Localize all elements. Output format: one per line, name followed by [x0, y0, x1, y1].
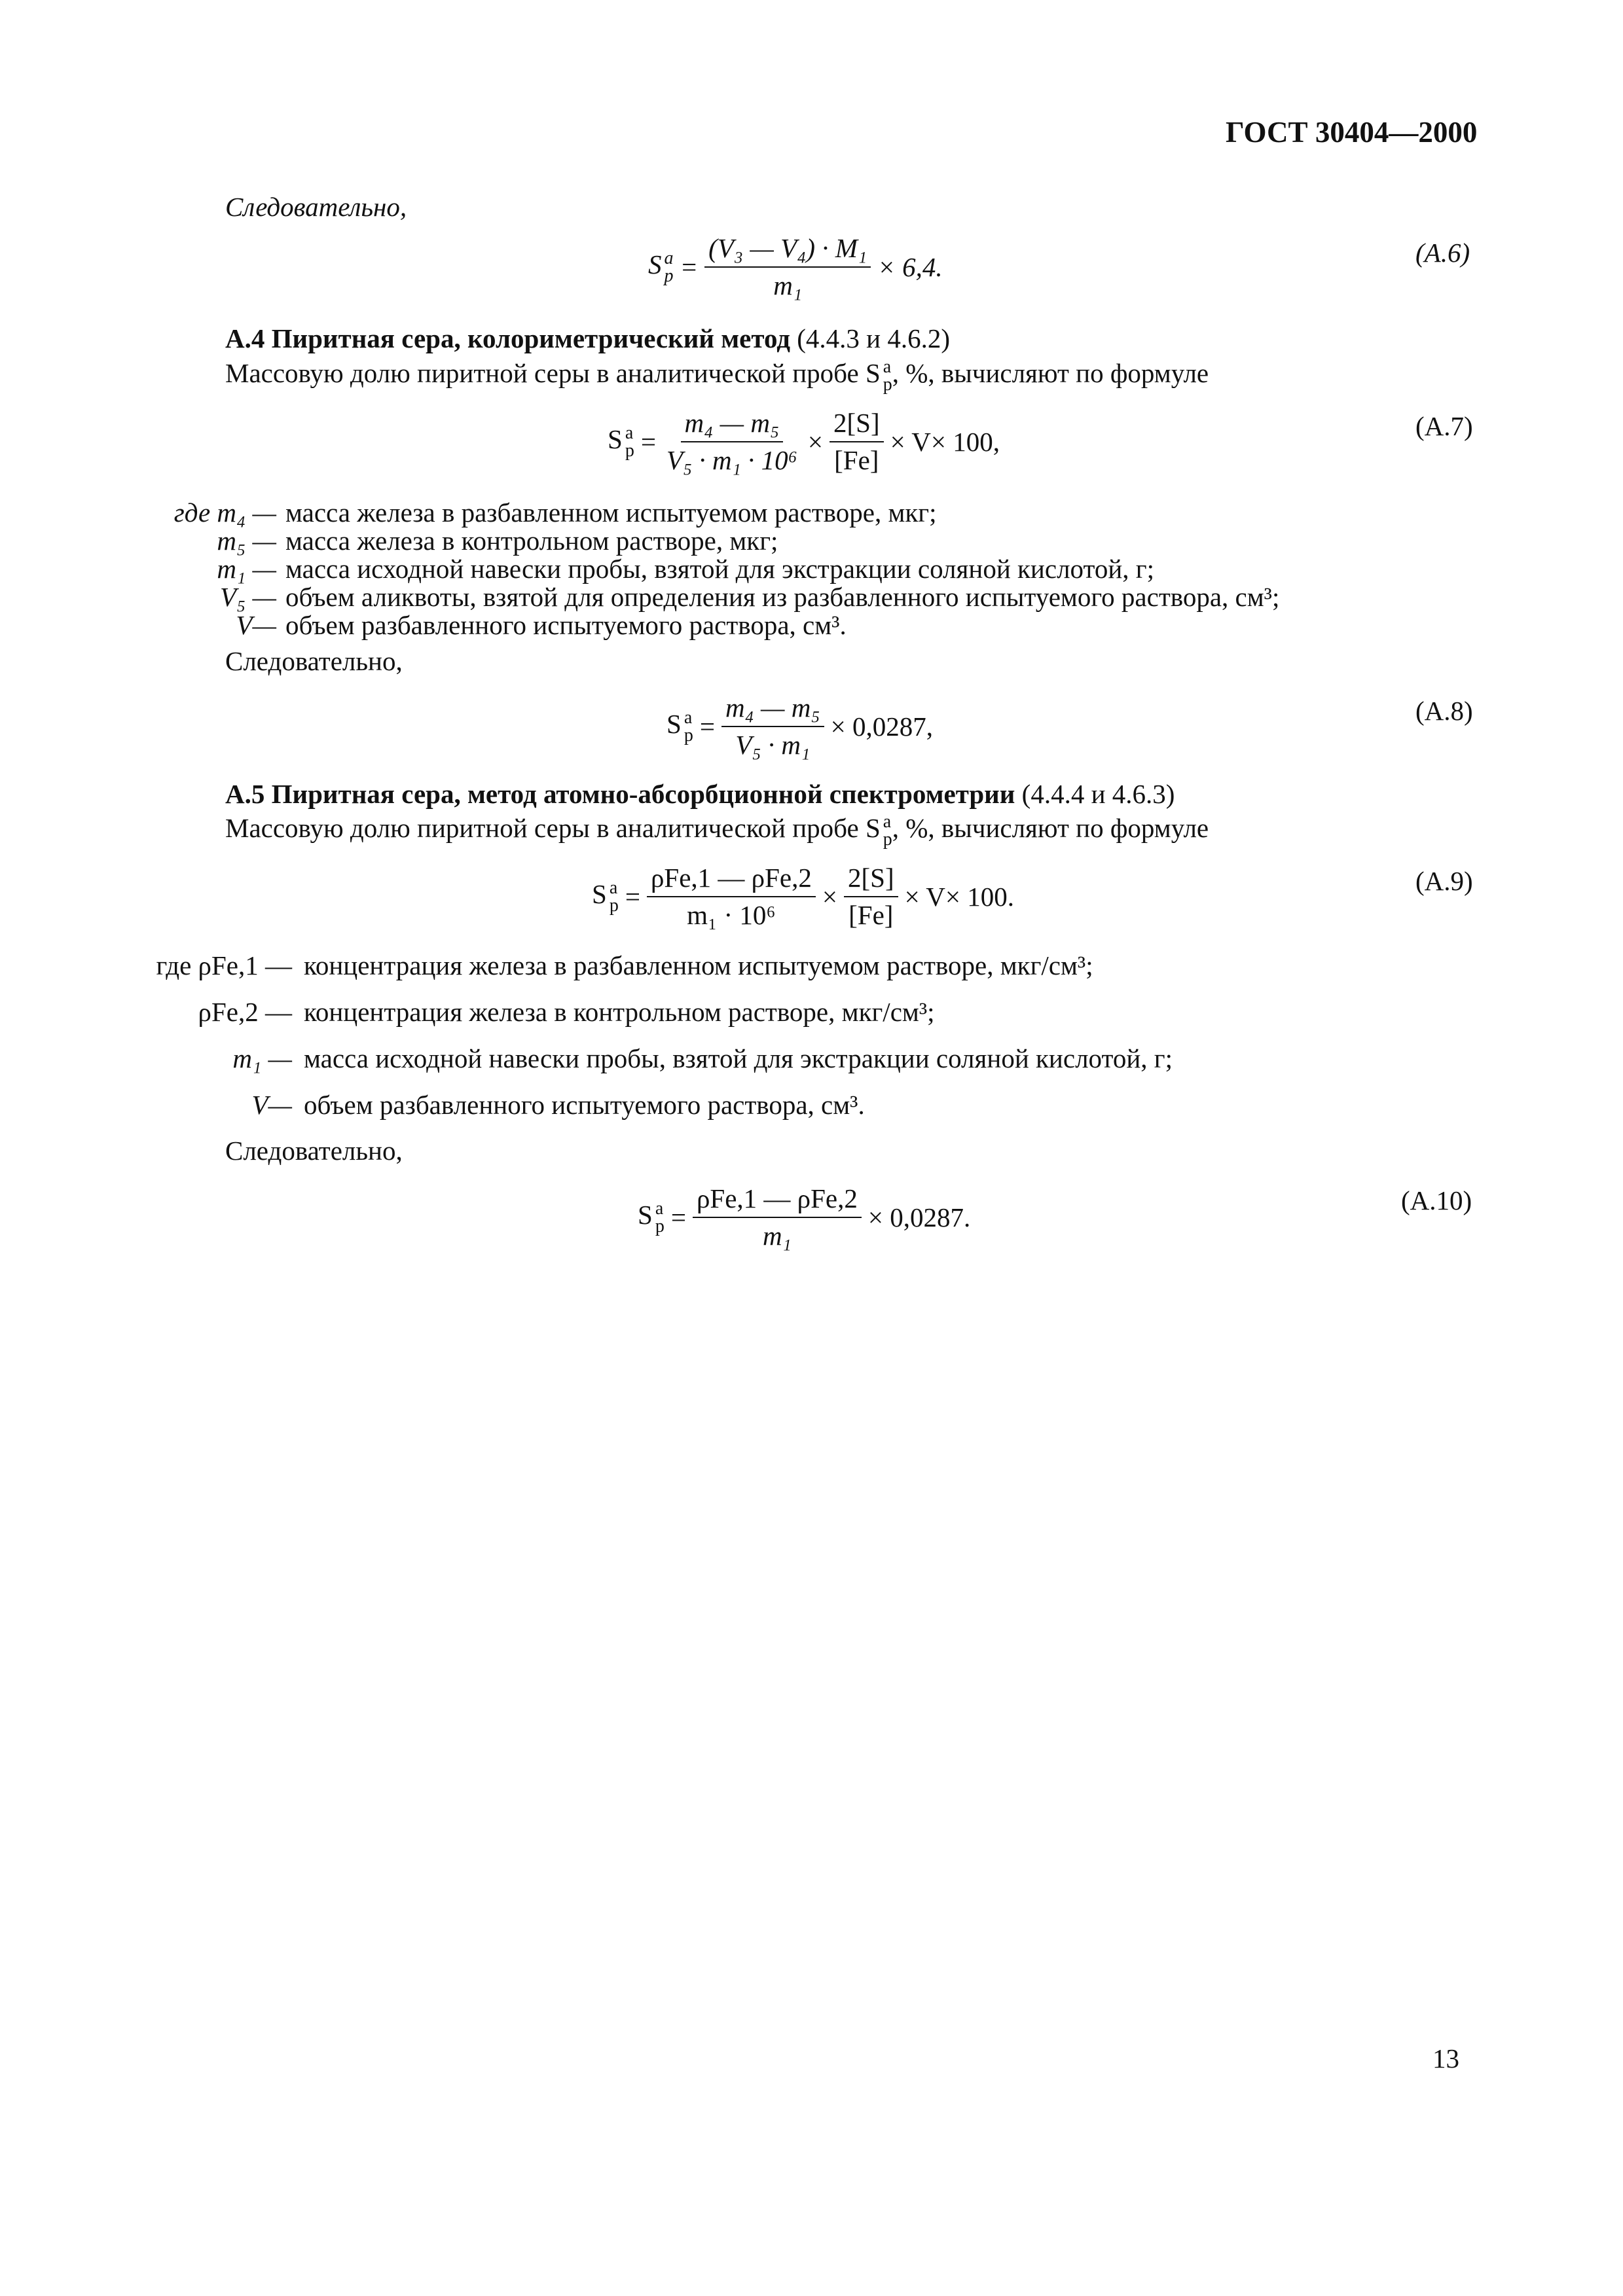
- eq-a9-fraction2: [844, 864, 898, 929]
- definition-text: масса железа в разбавленном испытуемом растворе, мкг;: [285, 497, 937, 528]
- section-a4-heading: [225, 325, 950, 352]
- eq-a9-frac2-denominator: [Fe]: [848, 900, 894, 931]
- eq-a7-lhs: S a p: [608, 423, 634, 461]
- eq-a8-number: (А.8): [1415, 696, 1473, 726]
- definition-symbol: ρFe,2 —: [198, 997, 292, 1027]
- definition-symbol: где ρFe,1 —: [156, 950, 292, 980]
- section-a5-title: Пиритная сера, метод атомно-абсорбционной спектрометрии: [271, 779, 1015, 809]
- eq-a10-fraction: [693, 1185, 862, 1250]
- definition-text: масса исходной навески пробы, взятой для экстракции соляной кислотой, г;: [285, 554, 1155, 584]
- page-number: 13: [1432, 2043, 1459, 2073]
- definition-symbol: m₁ —: [217, 554, 276, 584]
- definitions-a9: [155, 952, 1173, 1138]
- eq-a9-denominator: m₁ · 10⁶: [687, 900, 776, 931]
- equation-a9: [592, 864, 1021, 929]
- eq-a7-frac2-denominator: [Fe]: [834, 445, 879, 476]
- eq-a7-number: (А.7): [1415, 411, 1473, 441]
- definition-row: [155, 612, 1279, 640]
- definition-symbol: где m₄ —: [173, 497, 276, 528]
- definition-symbol: V₅ —: [219, 582, 276, 612]
- times-sign: ×: [822, 882, 837, 912]
- equation-a7: [608, 409, 1006, 475]
- eq-a6-lhs: S: [648, 249, 662, 280]
- eq-a6-fraction: [704, 234, 871, 300]
- section-a4-text: Массовую долю пиритной серы в аналитической пробе S a p , %, вычисляют по формуле: [225, 357, 1209, 395]
- eq-a6-tail: × 6,4.: [877, 252, 943, 283]
- definition-text: объем разбавленного испытуемого раствора, см³.: [304, 1090, 865, 1120]
- definition-row: [155, 556, 1279, 584]
- eq-a6-denominator: m₁: [773, 270, 803, 301]
- section-a5-number: А.5: [225, 779, 265, 809]
- section-a5-line: Массовую долю пиритной серы в аналитической пробе S: [225, 813, 881, 843]
- equals-sign: =: [699, 711, 715, 742]
- eq-a6-sup: a: [664, 248, 674, 269]
- eq-a9-lhs: S a p: [592, 878, 619, 916]
- equation-a6: [648, 234, 949, 300]
- eq-a7-fraction2: [830, 409, 884, 475]
- definition-text: концентрация железа в контрольном растворе, мкг/см³;: [304, 997, 935, 1027]
- eq-a7-frac2-numerator: 2[S]: [830, 409, 884, 442]
- definition-text: объем разбавленного испытуемого раствора, см³.: [285, 610, 847, 640]
- eq-a7-denominator: V₅ · m₁ · 10⁶: [666, 445, 797, 476]
- eq-a10-tail: × 0,0287.: [867, 1202, 971, 1233]
- definition-text: масса железа в контрольном растворе, мкг;: [285, 526, 778, 556]
- section-a4-line: Массовую долю пиритной серы в аналитической пробе S: [225, 358, 881, 388]
- eq-a8-denominator: V₅ · m₁: [735, 730, 811, 761]
- therefore-label-3: Следовательно,: [225, 1136, 403, 1166]
- definition-text: масса исходной навески пробы, взятой для экстракции соляной кислотой, г;: [304, 1043, 1173, 1073]
- definition-symbol: V—: [236, 610, 276, 640]
- eq-a7-fraction: [663, 409, 801, 475]
- document-code: ГОСТ 30404—2000: [1226, 116, 1478, 149]
- equation-a8: [666, 694, 939, 759]
- definition-row: [155, 952, 1173, 999]
- eq-a9-tail: × V× 100.: [904, 882, 1014, 912]
- eq-a9-number: (А.9): [1415, 866, 1473, 896]
- eq-a10-number: (А.10): [1401, 1185, 1472, 1215]
- eq-a8-numerator: m₄ — m₅: [721, 694, 824, 727]
- definition-symbol: V—: [251, 1090, 292, 1120]
- definition-row: [155, 528, 1279, 556]
- eq-a8-fraction: [721, 694, 824, 759]
- eq-a6-number: (А.6): [1415, 238, 1470, 268]
- section-a4-line-tail: , %, вычисляют по формуле: [892, 358, 1209, 388]
- section-a5-heading: [225, 781, 1175, 808]
- eq-a10-denominator: m₁: [762, 1221, 792, 1251]
- definitions-a7: [155, 499, 1279, 640]
- section-a4-number: А.4: [225, 323, 265, 353]
- section-a5-line-tail: , %, вычисляют по формуле: [892, 813, 1209, 843]
- eq-a9-numerator: ρFe,1 — ρFe,2: [647, 864, 816, 897]
- times-sign: ×: [807, 427, 823, 457]
- equals-sign: =: [670, 1202, 686, 1233]
- section-a5-text: Массовую долю пиритной серы в аналитической пробе S a p , %, вычисляют по формуле: [225, 812, 1209, 850]
- definition-symbol: m₁ —: [232, 1043, 292, 1073]
- equals-sign: =: [680, 252, 699, 283]
- equals-sign: =: [640, 427, 656, 457]
- equals-sign: =: [625, 882, 640, 912]
- therefore-label-2: Следовательно,: [225, 646, 403, 676]
- eq-a6-sub: p: [664, 266, 674, 287]
- section-a4-refs: (4.4.3 и 4.6.2): [797, 323, 951, 353]
- definition-row: [155, 1092, 1173, 1138]
- eq-a8-tail: × 0,0287,: [830, 711, 933, 742]
- equation-a10: [638, 1185, 977, 1250]
- eq-a7-tail: × V× 100,: [890, 427, 1000, 457]
- definition-row: [155, 999, 1173, 1045]
- definition-row: [155, 584, 1279, 612]
- definition-row: [155, 499, 1279, 528]
- therefore-label: Следовательно,: [225, 192, 407, 222]
- eq-a9-frac2-numerator: 2[S]: [844, 864, 898, 897]
- definition-symbol: m₅ —: [217, 526, 276, 556]
- eq-a10-lhs: S a p: [638, 1198, 665, 1237]
- section-a4-title: Пиритная сера, колориметрический метод: [271, 323, 791, 353]
- eq-a8-lhs: S a p: [666, 708, 693, 746]
- eq-a6-numerator: (V₃ — V₄) · M₁: [704, 234, 871, 268]
- definition-row: [155, 1045, 1173, 1092]
- definition-text: концентрация железа в разбавленном испытуемом растворе, мкг/см³;: [304, 950, 1093, 980]
- eq-a9-fraction: [647, 864, 816, 929]
- eq-a7-numerator: m₄ — m₅: [681, 409, 784, 442]
- eq-a10-numerator: ρFe,1 — ρFe,2: [693, 1185, 862, 1218]
- definition-text: объем аликвоты, взятой для определения из разбавленного испытуемого раствора, см³;: [285, 582, 1280, 612]
- section-a5-refs: (4.4.4 и 4.6.3): [1021, 779, 1175, 809]
